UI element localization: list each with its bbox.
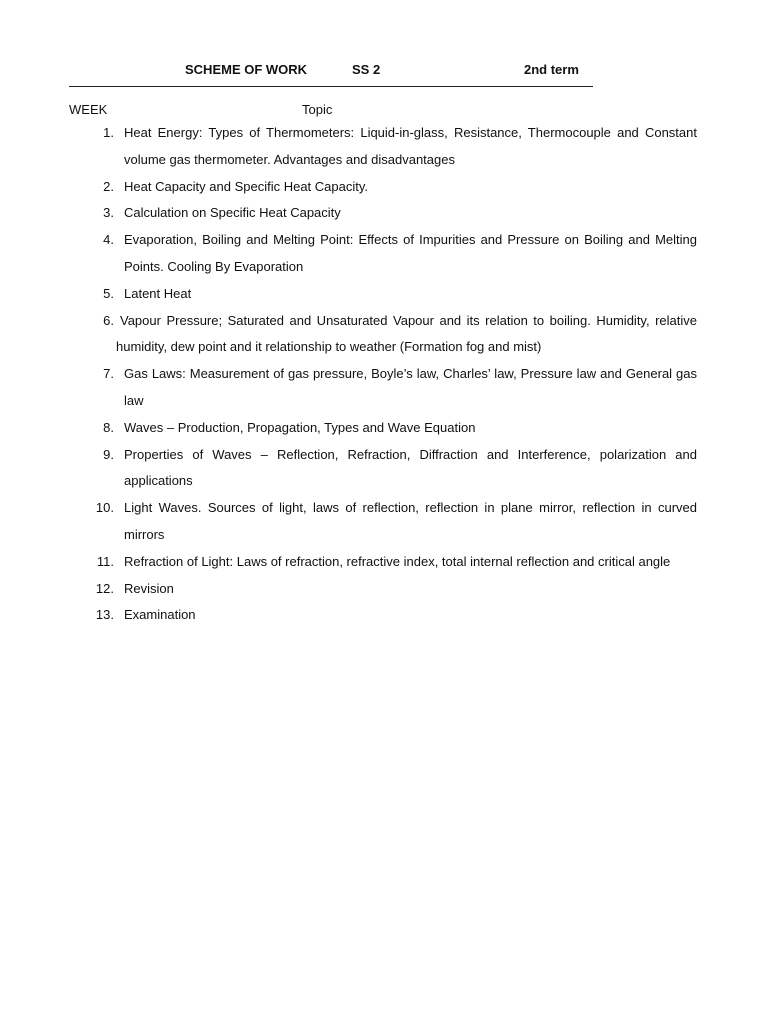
week-topic: Evaporation, Boiling and Melting Point: Effects of Impurities and Pressure on Boiling and Melting Points. Cooling By Evaporation bbox=[124, 232, 697, 274]
week-topic: Refraction of Light: Laws of refraction, refractive index, total internal reflection and critical angle bbox=[124, 553, 671, 569]
week-row bbox=[0, 495, 768, 549]
week-column-heading: WEEK bbox=[69, 102, 108, 117]
week-topic: Waves – Production, Propagation, Types and Wave Equation bbox=[124, 419, 476, 435]
week-row bbox=[0, 576, 768, 603]
document-title: SCHEME OF WORK bbox=[185, 62, 308, 77]
week-topic: Gas Laws: Measurement of gas pressure, Boyle’s law, Charles’ law, Pressure law and General gas law bbox=[124, 366, 697, 408]
week-row bbox=[0, 602, 768, 629]
week-row bbox=[0, 361, 768, 415]
week-row bbox=[0, 442, 768, 496]
week-row bbox=[0, 227, 768, 281]
week-number: 9. bbox=[103, 446, 114, 462]
week-number: 11. bbox=[96, 553, 114, 569]
week-number: 2. bbox=[103, 178, 114, 194]
week-number: 7. bbox=[103, 366, 114, 382]
week-topic: Latent Heat bbox=[124, 285, 192, 301]
week-topic: Properties of Waves – Reflection, Refraction, Diffraction and Interference, polarization and applications bbox=[124, 446, 697, 489]
week-row bbox=[0, 200, 768, 227]
week-topic: Examination bbox=[124, 607, 196, 623]
week-number: 10. bbox=[95, 500, 114, 516]
week-number: 3. bbox=[103, 205, 114, 221]
week-topic: Heat Energy: Types of Thermometers: Liquid-in-glass, Resistance, Thermocouple and Constant volume gas thermometer. Advantages and disadvantages bbox=[124, 125, 697, 167]
week-number: 1. bbox=[103, 125, 114, 140]
week-topic: Calculation on Specific Heat Capacity bbox=[124, 205, 341, 221]
week-row bbox=[0, 281, 768, 308]
document-header bbox=[0, 62, 768, 80]
term-label: 2nd term bbox=[524, 62, 579, 77]
header-underline bbox=[69, 86, 593, 87]
week-row bbox=[0, 308, 768, 362]
week-topic: Vapour Pressure; Saturated and Unsaturated Vapour and its relation to boiling. Humidity, relative humidity, dew point and it relationship to weather (Formation fog and mist) bbox=[116, 312, 697, 355]
week-number: 6. bbox=[103, 312, 114, 328]
topic-column-heading: Topic bbox=[302, 102, 333, 117]
week-number: 8. bbox=[103, 419, 114, 435]
weekly-topic-list bbox=[0, 120, 768, 629]
week-number: 5. bbox=[103, 285, 114, 301]
week-row bbox=[0, 120, 768, 174]
class-label: SS 2 bbox=[352, 62, 381, 77]
week-topic: Light Waves. Sources of light, laws of reflection, reflection in plane mirror, reflection in curved mirrors bbox=[124, 500, 697, 542]
week-number: 13. bbox=[95, 607, 114, 623]
week-topic: Heat Capacity and Specific Heat Capacity. bbox=[124, 178, 368, 194]
week-row bbox=[0, 549, 768, 576]
week-number: 12. bbox=[95, 580, 114, 596]
week-topic: Revision bbox=[124, 580, 174, 596]
week-row bbox=[0, 415, 768, 442]
week-number: 4. bbox=[103, 232, 114, 248]
week-row bbox=[0, 174, 768, 201]
